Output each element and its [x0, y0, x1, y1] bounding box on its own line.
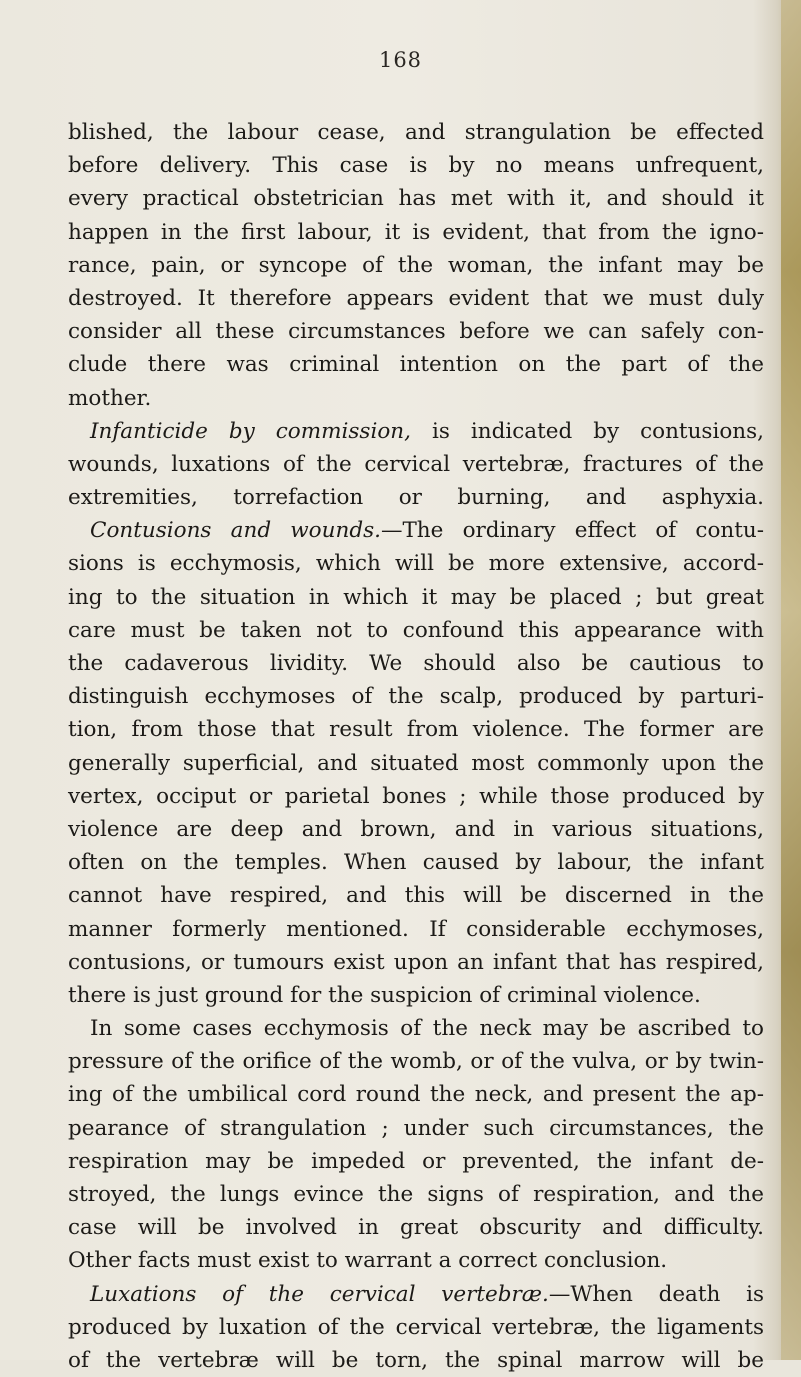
text-segment: there is just ground for the suspicion of criminal violence.	[68, 982, 701, 1008]
text-segment: vertex, occiput or parietal bones ; while those produced by	[68, 783, 764, 809]
text-segment: generally superficial, and situated most commonly upon the	[68, 750, 764, 776]
text-segment: manner formerly mentioned. If considerable ecchymoses,	[68, 916, 764, 942]
text-line	[68, 348, 764, 381]
body-text	[68, 116, 764, 1377]
text-segment: consider all these circumstances before we can safely con-	[68, 319, 764, 345]
text-line	[68, 1045, 764, 1078]
text-line	[68, 879, 764, 912]
text-line	[68, 846, 764, 879]
text-line	[68, 514, 764, 547]
text-line	[68, 647, 764, 680]
text-line	[68, 1078, 764, 1111]
text-segment: mother.	[68, 385, 152, 411]
text-segment: distinguish ecchymoses of the scalp, produced by parturi-	[68, 684, 764, 710]
text-line	[68, 182, 764, 215]
text-line	[68, 1211, 764, 1244]
text-segment: before delivery. This case is by no means unfrequent,	[68, 153, 764, 179]
text-line	[68, 149, 764, 182]
text-line	[68, 1145, 764, 1178]
text-segment: In some cases ecchymosis of the neck may be ascribed to	[90, 1016, 764, 1042]
text-segment: happen in the first labour, it is evident, that from the igno-	[68, 219, 764, 245]
text-line	[68, 1244, 764, 1277]
text-line	[68, 680, 764, 713]
text-segment: violence are deep and brown, and in various situations,	[68, 816, 764, 842]
text-segment: extremities, torrefaction or burning, and asphyxia.	[68, 485, 764, 511]
text-segment: every practical obstetrician has met with it, and should it	[68, 186, 764, 212]
text-segment: wounds, luxations of the cervical vertebræ, fractures of the	[68, 451, 764, 477]
text-line	[68, 282, 764, 315]
text-line	[68, 448, 764, 481]
text-line	[68, 1311, 764, 1344]
text-segment: —The ordinary effect of contu-	[380, 518, 765, 544]
text-line	[68, 1012, 764, 1045]
text-line	[68, 713, 764, 746]
text-segment: contusions, or tumours exist upon an infant that has respired,	[68, 949, 764, 975]
text-segment: often on the temples. When caused by labour, the infant	[68, 850, 764, 876]
text-segment: —When death is	[548, 1281, 764, 1307]
text-segment: Other facts must exist to warrant a correct conclusion.	[68, 1248, 668, 1274]
text-segment: clude there was criminal intention on the part of the	[68, 352, 764, 378]
text-segment: respiration may be impeded or prevented, the infant de-	[68, 1148, 764, 1174]
text-segment: care must be taken not to confound this appearance with	[68, 617, 764, 643]
text-line	[68, 116, 764, 149]
italic-heading: Contusions and wounds.	[90, 518, 381, 544]
text-segment: ing to the situation in which it may be placed ; but great	[68, 584, 764, 610]
text-line	[68, 1278, 764, 1311]
text-line	[68, 913, 764, 946]
text-segment: stroyed, the lungs evince the signs of respiration, and the	[68, 1182, 764, 1207]
text-segment: sions is ecchymosis, which will be more extensive, accord-	[68, 551, 764, 577]
text-segment: pressure of the orifice of the womb, or of the vulva, or by twin-	[68, 1049, 764, 1075]
text-segment: tion, from those that result from violence. The former are	[68, 717, 764, 743]
text-segment: produced by luxation of the cervical vertebræ, the ligaments	[68, 1314, 764, 1340]
text-segment: of the vertebræ will be torn, the spinal marrow will be	[68, 1347, 764, 1373]
text-segment: destroyed. It therefore appears evident that we must duly	[68, 285, 764, 311]
text-line	[68, 382, 764, 415]
text-segment: the cadaverous lividity. We should also be cautious to	[68, 651, 764, 676]
text-segment: cannot have respired, and this will be discerned in the	[68, 883, 764, 909]
text-line	[68, 581, 764, 614]
page-edge-shadow	[781, 0, 801, 1360]
text-line	[68, 1344, 764, 1377]
text-segment: case will be involved in great obscurity and difficulty.	[68, 1215, 764, 1241]
text-line	[68, 249, 764, 282]
italic-heading: Infanticide by commission,	[90, 418, 411, 444]
text-line	[68, 481, 764, 514]
text-line	[68, 1112, 764, 1145]
text-line	[68, 415, 764, 448]
text-line	[68, 547, 764, 580]
text-segment: rance, pain, or syncope of the woman, the infant may be	[68, 252, 764, 278]
text-line	[68, 780, 764, 813]
text-segment: is indicated by contusions,	[410, 418, 764, 444]
page-number: 168	[378, 48, 423, 72]
text-line	[68, 315, 764, 348]
text-line	[68, 813, 764, 846]
italic-heading: Luxations of the cervical vertebræ.	[90, 1281, 549, 1307]
text-line	[68, 1178, 764, 1211]
text-segment: blished, the labour cease, and strangulation be effected	[68, 120, 764, 145]
text-line	[68, 747, 764, 780]
text-segment: pearance of strangulation ; under such circumstances, the	[68, 1115, 764, 1141]
text-line	[68, 979, 764, 1012]
text-line	[68, 614, 764, 647]
text-line	[68, 946, 764, 979]
text-segment: ing of the umbilical cord round the neck, and present the ap-	[68, 1082, 764, 1108]
text-line	[68, 216, 764, 249]
